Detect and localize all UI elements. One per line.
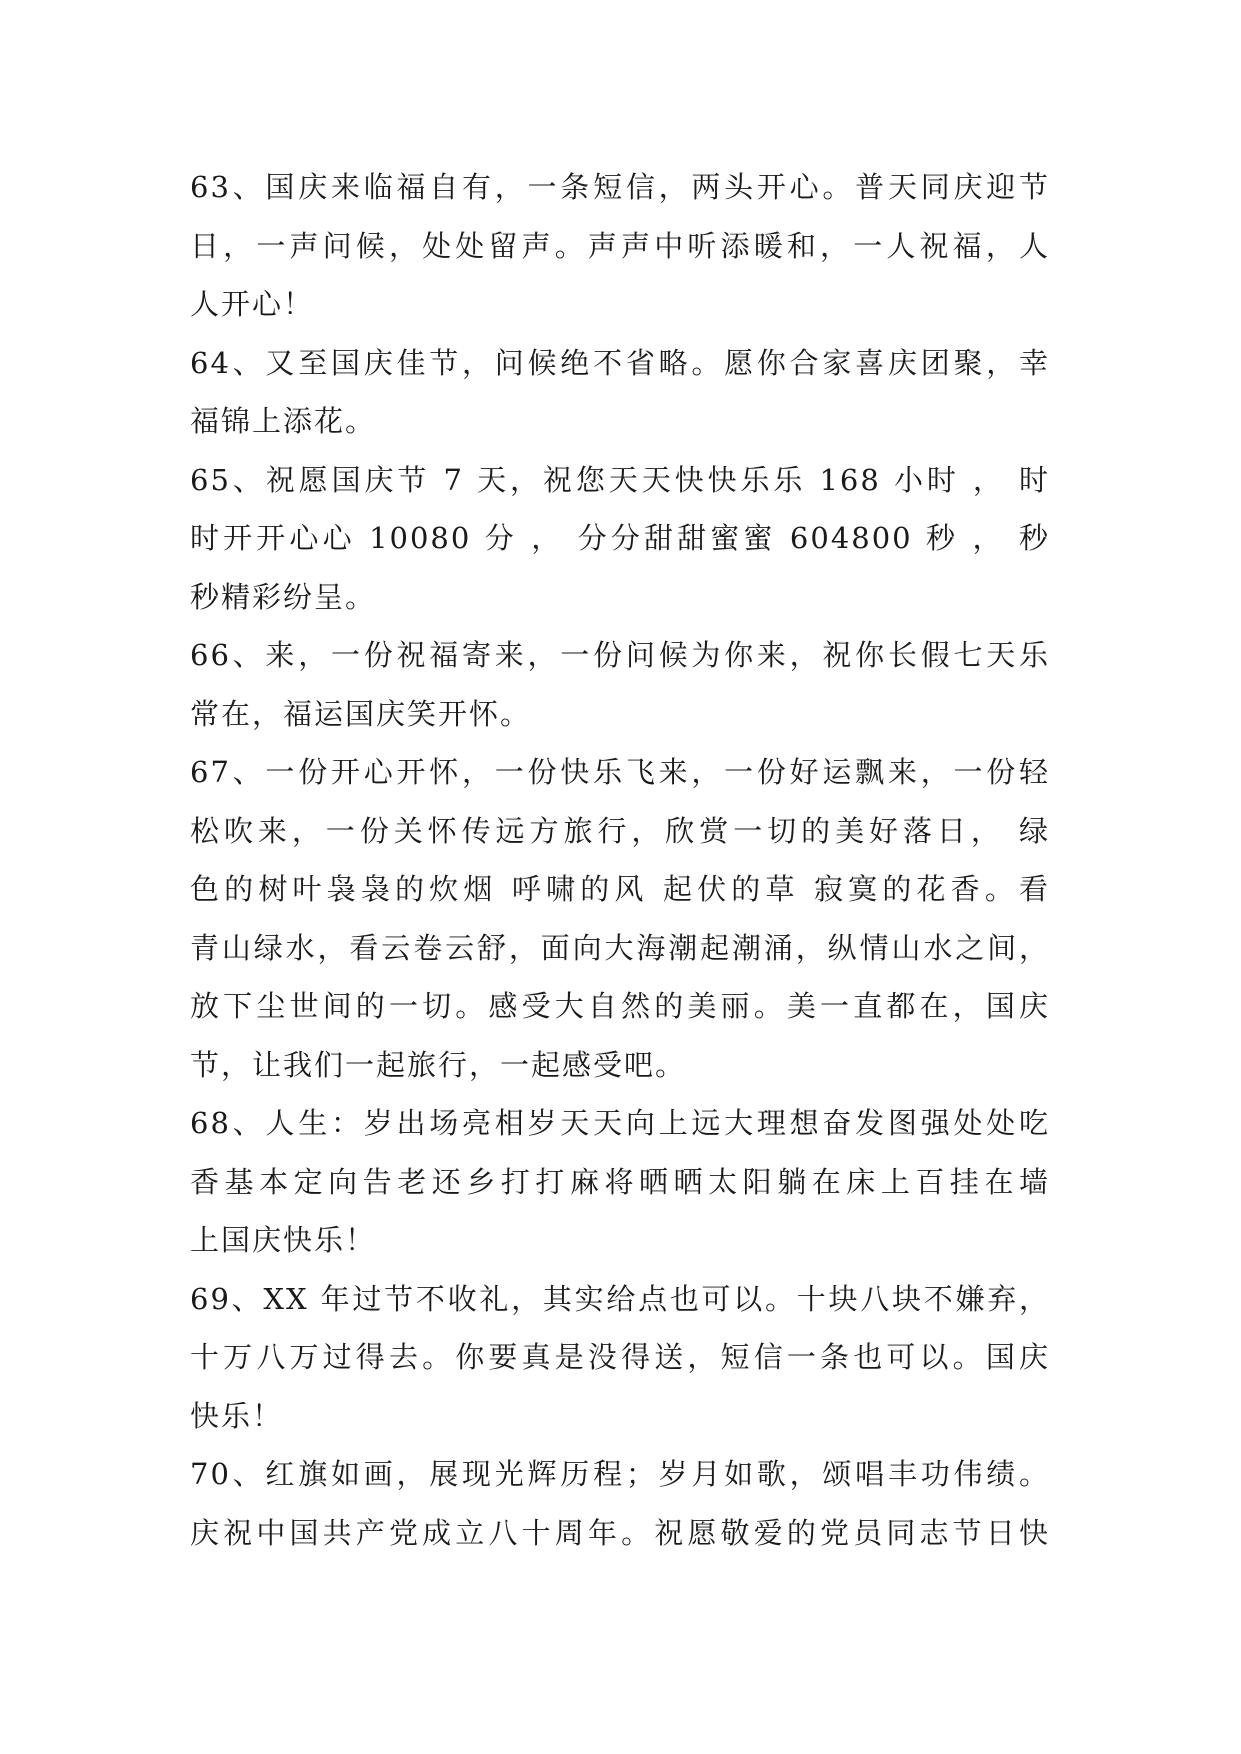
document-body: [190, 158, 1050, 1562]
text-line: 秒精彩纷呈。: [190, 579, 377, 614]
text-line: 常在，福运国庆笑开怀。: [190, 696, 532, 731]
text-line: 66、来，一份祝福寄来，一份问候为你来，祝你长假七天乐: [190, 638, 1050, 672]
text-line: 63、国庆来临福自有，一条短信，两头开心。普天同庆迎节: [190, 170, 1050, 204]
text-line: 67、一份开心开怀，一份快乐飞来，一份好运飘来，一份轻: [190, 755, 1050, 789]
text-line: 上国庆快乐！: [190, 1223, 377, 1257]
text-line: 快乐！: [190, 1398, 284, 1433]
text-line: 64、又至国庆佳节，问候绝不省略。愿你合家喜庆团聚，幸: [190, 345, 1050, 380]
text-line: 福锦上添花。: [190, 404, 377, 438]
text-line: 松吹来，一份关怀传远方旅行，欣赏一切的美好落日， 绿: [190, 813, 1050, 848]
text-line: 香基本定向告老还乡打打麻将晒晒太阳躺在床上百挂在墙: [190, 1164, 1050, 1199]
text-line: 日，一声问候，处处留声。声声中听添暖和，一人祝福，人: [190, 228, 1050, 263]
text-line: 时开开心心 10080 分 ， 分分甜甜蜜蜜 604800 秒 ， 秒: [190, 521, 1050, 555]
text-line: 68、人生：岁出场亮相岁天天向上远大理想奋发图强处处吃: [190, 1106, 1050, 1140]
text-line: 十万八万过得去。你要真是没得送，短信一条也可以。国庆: [190, 1340, 1050, 1374]
text-line: 青山绿水，看云卷云舒，面向大海潮起潮涌，纵情山水之间，: [190, 930, 1050, 965]
text-line: 人开心！: [190, 287, 315, 321]
text-line: 65、祝愿国庆节 7 天，祝您天天快快乐乐 168 小时 ， 时: [190, 462, 1050, 497]
text-line: 69、XX 年过节不收礼，其实给点也可以。十块八块不嫌弃，: [190, 1281, 1050, 1316]
text-line: 庆祝中国共产党成立八十周年。祝愿敬爱的党员同志节日快: [190, 1515, 1050, 1550]
text-line: 节，让我们一起旅行，一起感受吧。: [190, 1047, 687, 1082]
text-line: 色的树叶袅袅的炊烟 呼啸的风 起伏的草 寂寞的花香。看: [190, 872, 1050, 906]
text-line: 放下尘世间的一切。感受大自然的美丽。美一直都在，国庆: [190, 989, 1050, 1023]
text-line: 70、红旗如画，展现光辉历程；岁月如歌，颂唱丰功伟绩。: [190, 1457, 1050, 1491]
